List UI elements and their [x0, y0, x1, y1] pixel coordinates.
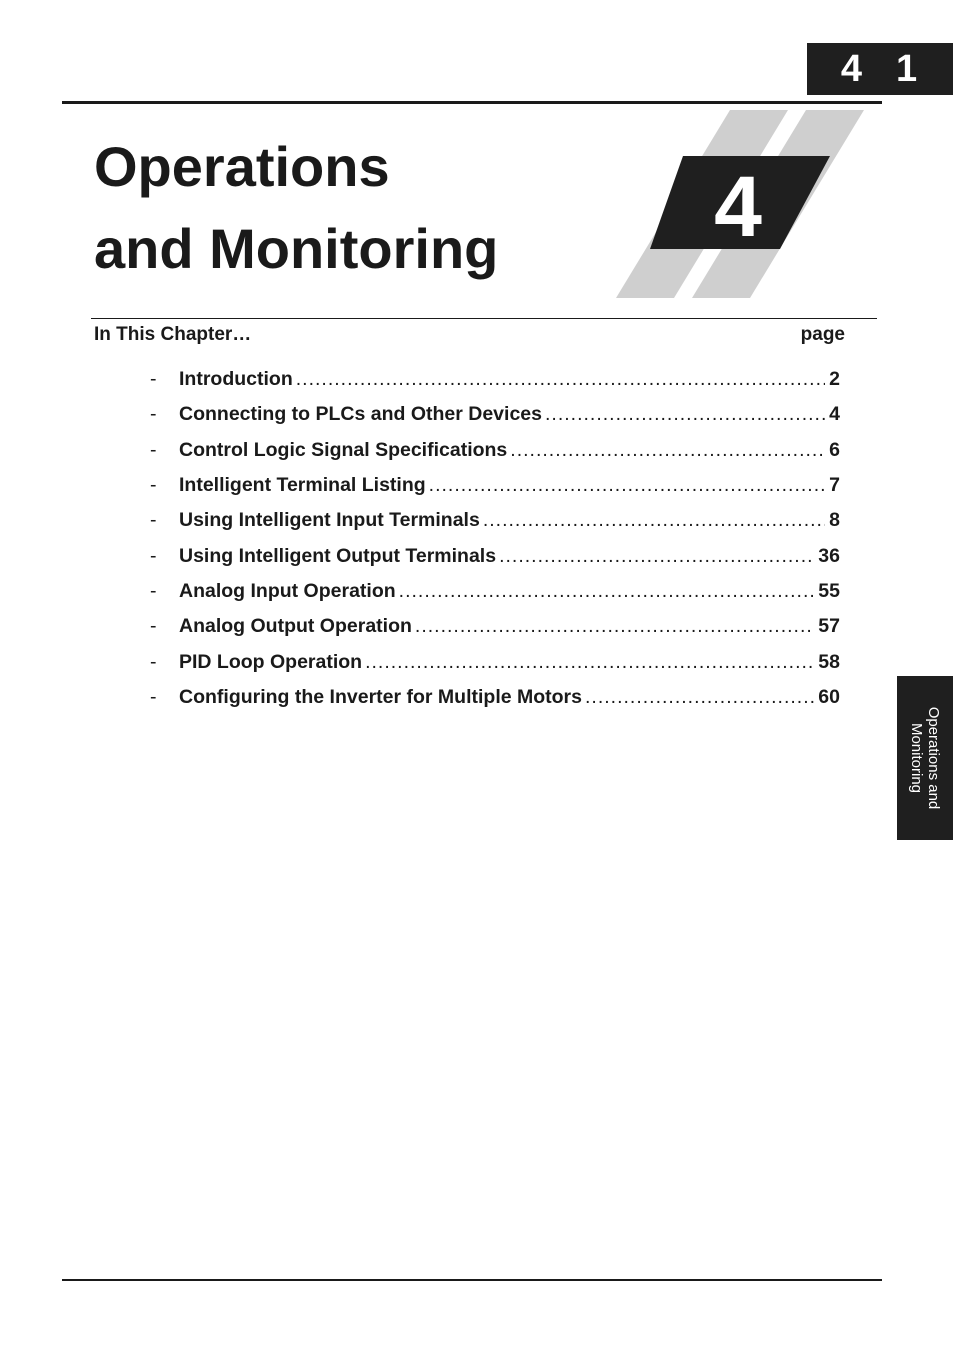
toc-entry-line [179, 403, 840, 426]
toc-entry-page: 6 [829, 438, 840, 461]
toc-entry-multiple-motors[interactable] [150, 680, 840, 715]
toc-bullet: - [150, 685, 157, 708]
toc-entry-page: 4 [829, 403, 840, 426]
toc-leader-dots [415, 615, 814, 638]
toc-entry-line [179, 686, 840, 709]
graphic-chapter-number: 4 [714, 159, 762, 255]
toc-entry-connecting-plcs[interactable] [150, 397, 840, 432]
chapter-title-line-1: Operations [94, 135, 390, 198]
toc-leader-dots [296, 368, 825, 391]
toc-entry-title: Using Intelligent Input Terminals [179, 509, 480, 532]
toc-entry-analog-input[interactable] [150, 574, 840, 609]
toc-leader-dots [585, 686, 814, 709]
toc-entry-control-logic[interactable] [150, 433, 840, 468]
toc-entry-line [179, 368, 840, 391]
toc-entry-title: Configuring the Inverter for Multiple Motors [179, 685, 582, 708]
side-tab-label [908, 683, 942, 833]
toc-entry-title: Control Logic Signal Specifications [179, 438, 508, 461]
toc-entry-page: 8 [829, 509, 840, 532]
toc-entry-line [179, 615, 840, 638]
section-rule [91, 318, 877, 319]
chapter-title-line-2: and Monitoring [94, 217, 499, 280]
chapter-number-graphic [610, 110, 870, 300]
side-tab-line-2: Monitoring [908, 722, 925, 794]
top-rule [62, 101, 882, 104]
toc-bullet: - [150, 650, 157, 673]
chapter-title [94, 126, 498, 290]
bottom-rule [62, 1279, 882, 1281]
toc-entry-input-terminals[interactable] [150, 503, 840, 538]
toc-entry-analog-output[interactable] [150, 609, 840, 644]
toc-entry-title: Connecting to PLCs and Other Devices [179, 403, 542, 426]
toc-bullet: - [150, 509, 157, 532]
toc-entry-line [179, 651, 840, 674]
toc-entry-line [179, 580, 840, 603]
toc-leader-dots [510, 439, 825, 462]
toc-entry-introduction[interactable] [150, 362, 840, 397]
toc-heading: In This Chapter… [94, 324, 252, 345]
side-tab-line-1: Operations and [925, 706, 942, 810]
toc-bullet: - [150, 579, 157, 602]
toc-bullet: - [150, 544, 157, 567]
toc-entry-pid-loop[interactable] [150, 644, 840, 679]
toc-entry-line [179, 474, 840, 497]
toc-entry-line [179, 439, 840, 462]
toc-page-label: page [800, 324, 845, 345]
toc-entry-page: 36 [818, 544, 840, 567]
toc-header [94, 324, 845, 348]
toc-entry-page: 7 [829, 474, 840, 497]
toc-bullet: - [150, 438, 157, 461]
toc-entry-page: 60 [818, 685, 840, 708]
toc-entry-page: 58 [818, 650, 840, 673]
toc-leader-dots [429, 474, 825, 497]
toc-entry-page: 55 [818, 579, 840, 602]
toc-entry-title: Analog Output Operation [179, 615, 412, 638]
toc-leader-dots [499, 545, 814, 568]
page-number: 1 [896, 47, 920, 90]
toc-bullet: - [150, 368, 157, 391]
toc-entry-page: 57 [818, 615, 840, 638]
toc-entry-title: PID Loop Operation [179, 650, 363, 673]
page-number-tab [807, 43, 953, 95]
toc-entry-page: 2 [829, 368, 840, 391]
toc-leader-dots [365, 651, 814, 674]
toc-entry-title: Using Intelligent Output Terminals [179, 544, 497, 567]
toc-leader-dots [399, 580, 815, 603]
toc-entry-terminal-listing[interactable] [150, 468, 840, 503]
toc-leader-dots [545, 403, 825, 426]
toc-entry-title: Analog Input Operation [179, 579, 396, 602]
toc-entry-title: Introduction [179, 368, 293, 391]
chapter-number: 4 [840, 47, 864, 90]
toc-entry-line [179, 509, 840, 532]
chapter-side-tab [897, 676, 953, 840]
toc-bullet: - [150, 403, 157, 426]
toc-leader-dots [483, 509, 825, 532]
toc-entry-line [179, 545, 840, 568]
toc-bullet: - [150, 615, 157, 638]
table-of-contents [150, 362, 840, 715]
toc-entry-title: Intelligent Terminal Listing [179, 474, 426, 497]
toc-entry-output-terminals[interactable] [150, 538, 840, 573]
toc-bullet: - [150, 474, 157, 497]
